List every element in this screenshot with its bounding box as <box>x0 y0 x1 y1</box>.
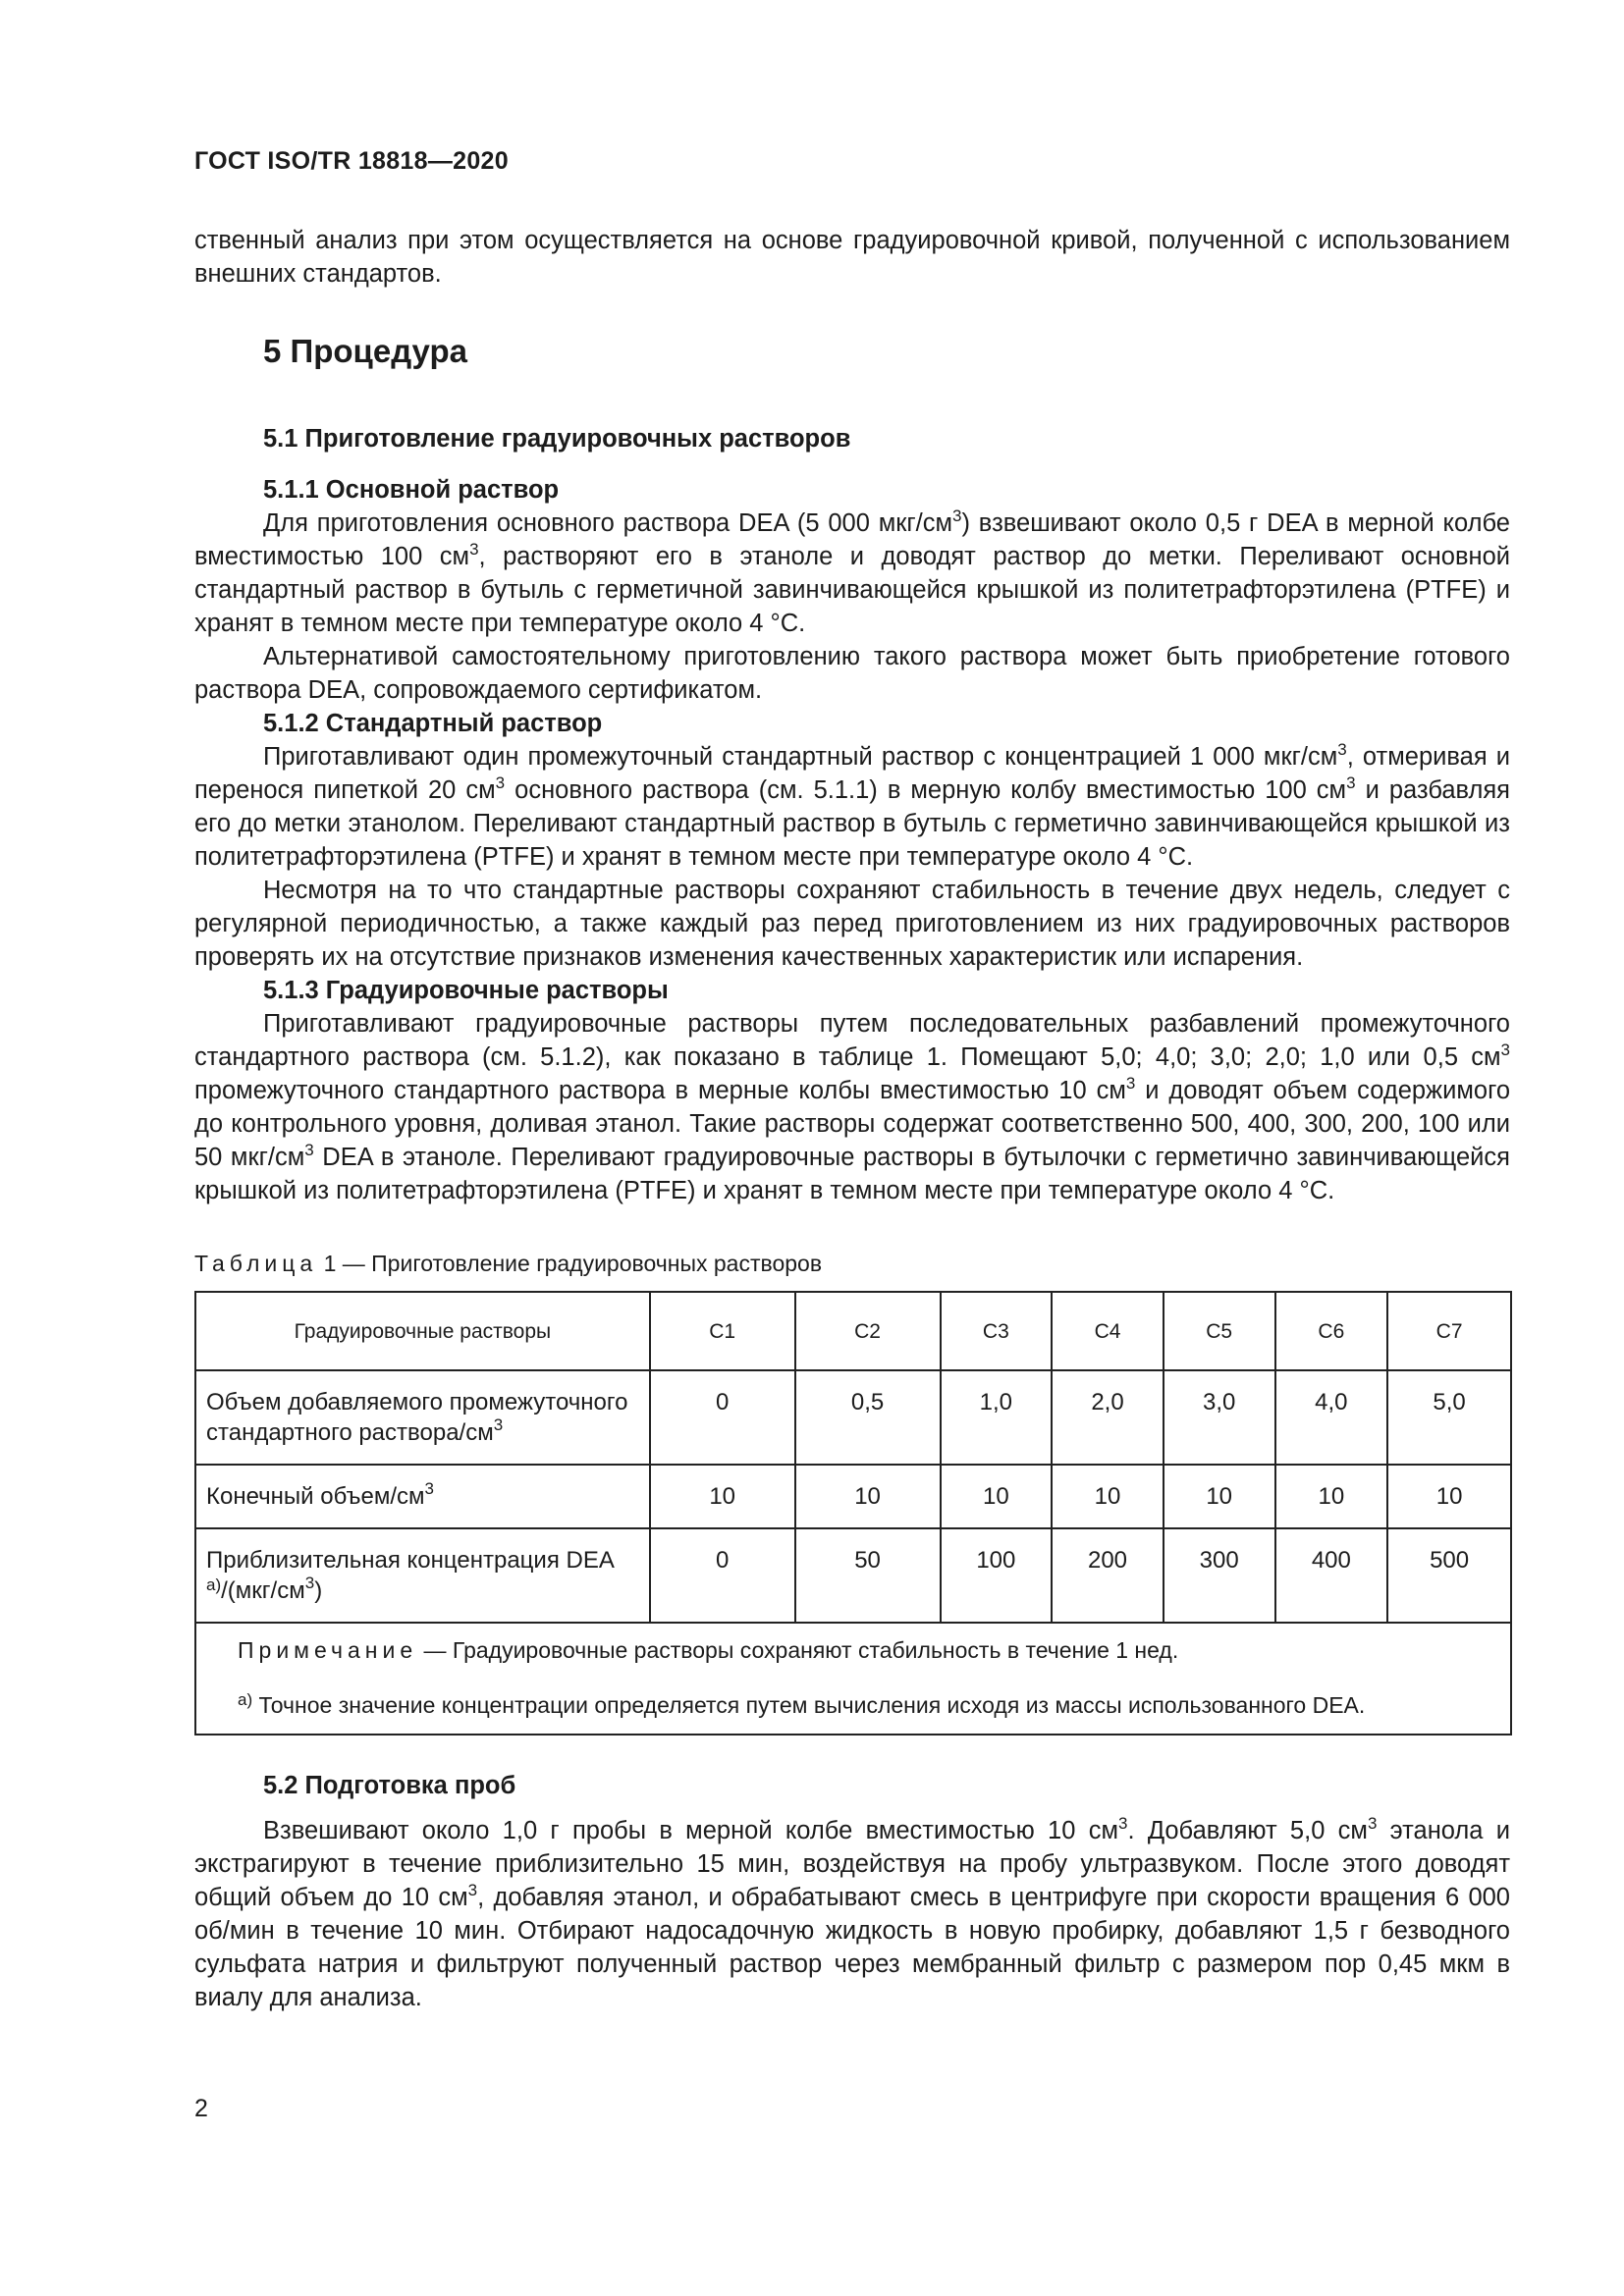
section-5-2-paragraph-1: Взвешивают около 1,0 г пробы в мерной колбе вместимостью 10 $см^3$. Добавляют 5,0 $см^3$ этанола и экстрагируют в течение приблизительно 15 мин, воздействуя на пробу ультразвуком. После этого доводят общий объем до 10 $см^3$, добавляя этанол, и обрабатывают смесь в центрифуге при скорости вращения 6 000 об/мин в течение 10 мин. Отбирают надосадочную жидкость в новую пробирку, добавляют 1,5 г безводного сульфата натрия и фильтруют полученный раствор через мембранный фильтр с размером пор 0,45 мкм в виалу для анализа. <box>194 1814 1510 2011</box>
table-row <box>195 1465 1511 1528</box>
section-5-heading: 5 Процедура <box>263 333 467 369</box>
table-cell: 1,0 <box>941 1370 1053 1465</box>
table-cell: 10 <box>795 1465 941 1528</box>
table-header-cell: C7 <box>1387 1292 1511 1370</box>
section-5-1-2-paragraph-2: Несмотря на то что стандартные растворы сохраняют стабильность в течение двух недель, следует с регулярной периодичностью, а также каждый раз перед приготовлением из них градуировочных растворов проверять их на отсутствие признаков изменения качественных характеристик или испарения. <box>194 877 1510 971</box>
row-label-final-volume: Конечный объем/$см^3$ <box>195 1465 650 1528</box>
table-cell: 500 <box>1387 1528 1511 1623</box>
page-number: 2 <box>194 2095 208 2122</box>
page-content <box>194 224 1510 2014</box>
table-cell: 50 <box>795 1528 941 1623</box>
table-row <box>195 1528 1511 1623</box>
table-footnote: $^{а)}$ Точное значение концентрации определяется путем вычисления исходя из массы использованного DEA. <box>238 1690 1366 1718</box>
section-5-1-3-paragraph-1: Приготавливают градуировочные растворы путем последовательных разбавлений промежуточного стандартного раствора (см. 5.1.2), как показано в таблице 1. Помещают 5,0; 4,0; 3,0; 2,0; 1,0 или 0,5 $см^3$ промежуточного стандартного раствора в мерные колбы вместимостью 10 $см^3$ и доводят объем содержимого до контрольного уровня, доливая этанол. Такие растворы содержат соответственно 500, 400, 300, 200, 100 или 50 мкг/$см^3$ DEA в этаноле. Переливают градуировочные растворы в бутылочки с герметично завинчивающейся крышкой из политетрафторэтилена (PTFE) и хранят в темном месте при температуре около 4 °С. <box>194 1010 1510 1204</box>
row-label-concentration: Приблизительная концентрация DEA $^{а)}/(мкг/см^3)$ <box>195 1528 650 1623</box>
table-header-cell: C6 <box>1275 1292 1388 1370</box>
table-cell: 3,0 <box>1164 1370 1275 1465</box>
section-5-1-1-paragraph-1: Для приготовления основного раствора DEA (5 000 мкг/$см^3$) взвешивают около 0,5 г DEA в мерной колбе вместимостью 100 $см^3$, растворяют его в этаноле и доводят раствор до метки. Переливают основной стандартный раствор в бутыль с герметичной завинчивающейся крышкой из политетрафторэтилена (PTFE) и хранят в темном месте при температуре около 4 °С. <box>194 507 1511 637</box>
section-5-1-heading: 5.1 Приготовление градуировочных растворов <box>263 425 851 453</box>
table-header-cell: C4 <box>1052 1292 1164 1370</box>
table-note: Примечание — Градуировочные растворы сохраняют стабильность в течение 1 нед. <box>238 1637 1179 1663</box>
intro-paragraph: ственный анализ при этом осуществляется на основе градуировочной кривой, полученной с использованием внешних стандартов. <box>194 227 1510 288</box>
section-5-1-2-paragraph-1: Приготавливают один промежуточный стандартный раствор с концентрацией 1 000 мкг/$см^3$, отмеривая и перенося пипеткой 20 $см^3$ основного раствора (см. 5.1.1) в мерную колбу вместимостью 100 $см^3$ и разбавляя его до метки этанолом. Переливают стандартный раствор в бутыль с герметично завинчивающейся крышкой из политетрафторэтилена (PTFE) и хранят в темном месте при температуре около 4 °С. <box>194 740 1510 871</box>
row-label-added-volume: Объем добавляемого промежуточного стандартного раствора/$см^3$ <box>195 1370 650 1465</box>
table-cell: 10 <box>941 1465 1053 1528</box>
table-cell: 10 <box>650 1465 795 1528</box>
table-cell: 10 <box>1275 1465 1388 1528</box>
table-caption: Таблица 1 — Приготовление градуировочных растворов <box>194 1251 823 1276</box>
table-row <box>195 1370 1511 1465</box>
table-cell: 400 <box>1275 1528 1388 1623</box>
table-cell: 4,0 <box>1275 1370 1388 1465</box>
table-header-cell: Градуировочные растворы <box>195 1292 650 1370</box>
section-5-2-heading: 5.2 Подготовка проб <box>263 1772 516 1799</box>
table-cell: 0 <box>650 1370 795 1465</box>
table-header-cell: C3 <box>941 1292 1053 1370</box>
table-cell: 10 <box>1052 1465 1164 1528</box>
table-header-row <box>195 1292 1511 1370</box>
table-cell: 0,5 <box>795 1370 941 1465</box>
table-cell: 300 <box>1164 1528 1275 1623</box>
table-cell: 0 <box>650 1528 795 1623</box>
table-cell: 5,0 <box>1387 1370 1511 1465</box>
section-5-1-1-paragraph-2: Альтернативой самостоятельному приготовлению такого раствора может быть приобретение готового раствора DEA, сопровождаемого сертификатом. <box>194 643 1510 704</box>
table-header-cell: C2 <box>795 1292 941 1370</box>
table-cell: 10 <box>1387 1465 1511 1528</box>
table-cell: 100 <box>941 1528 1053 1623</box>
section-5-1-1-heading: 5.1.1 Основной раствор <box>263 476 560 504</box>
table-header-cell: C5 <box>1164 1292 1275 1370</box>
section-5-1-3-heading: 5.1.3 Градуировочные растворы <box>263 977 669 1004</box>
table-cell: 10 <box>1164 1465 1275 1528</box>
document-header: ГОСТ ISO/TR 18818—2020 <box>194 147 509 175</box>
table-note-row <box>195 1623 1511 1735</box>
section-5-1-2-heading: 5.1.2 Стандартный раствор <box>263 710 603 737</box>
table-header-cell: C1 <box>650 1292 795 1370</box>
table-cell: 200 <box>1052 1528 1164 1623</box>
calibration-table <box>194 1291 1512 1735</box>
table-note-cell <box>195 1623 1511 1735</box>
table-cell: 2,0 <box>1052 1370 1164 1465</box>
